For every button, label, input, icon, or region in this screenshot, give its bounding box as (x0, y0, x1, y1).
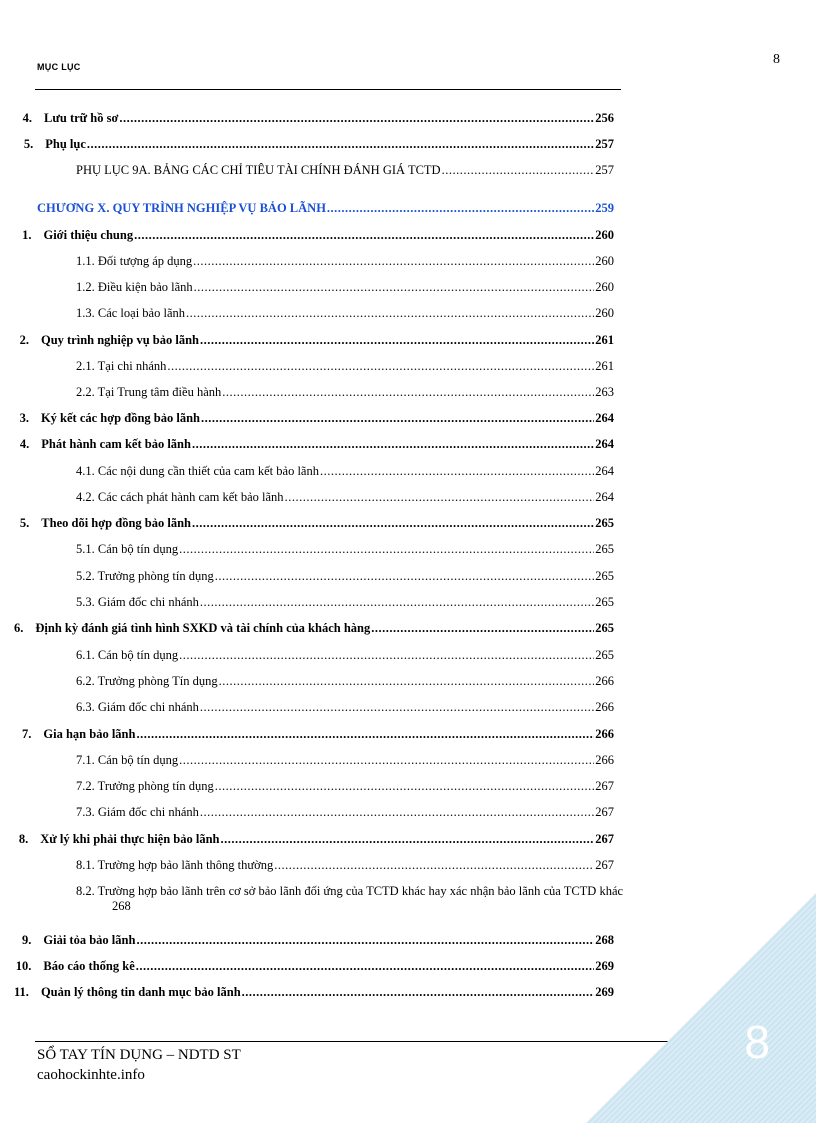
toc-entry-title: Lưu trữ hồ sơ (44, 111, 119, 125)
toc-entry[interactable] (76, 306, 614, 321)
toc-entry[interactable] (14, 111, 614, 126)
toc-entry-title: Ký kết các hợp đồng bảo lãnh (40, 411, 200, 425)
toc-entry[interactable] (76, 700, 614, 715)
toc-leader-dots (192, 437, 594, 452)
toc-entry-page: 257 (595, 137, 614, 151)
toc-entry-page: 264 (595, 490, 614, 504)
toc-leader-dots (194, 280, 595, 295)
toc-entry-title: 4.1. Các nội dung cần thiết của cam kết bảo lãnh (76, 464, 319, 478)
toc-entry-title: 5.2. Trưởng phòng tín dụng (76, 569, 214, 583)
toc-entry-page: 269 (595, 985, 614, 999)
toc-entry-title: Giải tỏa bảo lãnh (43, 933, 136, 947)
toc-entry-page: 256 (595, 111, 614, 125)
toc-leader-dots (327, 201, 594, 216)
toc-entry[interactable] (14, 621, 614, 636)
toc-leader-dots (136, 959, 595, 974)
toc-entry-page: 261 (595, 359, 614, 373)
toc-leader-dots (179, 753, 594, 768)
toc-entry-page: 266 (595, 674, 614, 688)
toc-leader-dots (179, 648, 594, 663)
toc-entry-number: 10. (15, 959, 32, 973)
toc-entry-title: Quy trình nghiệp vụ bảo lãnh (40, 333, 200, 347)
toc-leader-dots (179, 542, 594, 557)
toc-entry-title: 2.2. Tại Trung tâm điều hành (76, 385, 222, 399)
toc-entry-title: 5.3. Giám đốc chi nhánh (76, 595, 199, 609)
toc-entry-page: 269 (595, 959, 614, 973)
toc-entry-title: 7.1. Cán bộ tín dụng (76, 753, 179, 767)
toc-entry[interactable] (76, 805, 614, 820)
toc-entry-title: Phát hành cam kết bảo lãnh (41, 437, 191, 451)
toc-entry[interactable] (14, 437, 614, 452)
toc-entry-title: 8.2. Trường hợp bảo lãnh trên cơ sở bảo lãnh đối ứng của TCTD khác hay xác nhận bảo lãnh của TCTD khác (76, 884, 624, 898)
toc-entry-number: 7. (22, 727, 32, 741)
toc-entry-page: 260 (595, 254, 614, 268)
toc-leader-dots (193, 254, 594, 269)
toc-entry[interactable] (14, 411, 614, 426)
toc-entry-page: 267 (595, 779, 614, 793)
toc-entry-title: Theo dõi hợp đồng bảo lãnh (41, 516, 191, 530)
toc-entry-title: Gia hạn bảo lãnh (43, 727, 136, 741)
toc-entry-title: Xử lý khi phải thực hiện bảo lãnh (40, 832, 220, 846)
toc-entry-page: 257 (595, 163, 614, 177)
toc-entry-page: 267 (595, 832, 614, 846)
toc-entry[interactable] (14, 959, 614, 974)
footer-site: caohockinhte.info (37, 1067, 145, 1083)
toc-entry[interactable] (76, 280, 614, 295)
toc-entry[interactable] (76, 753, 614, 768)
toc-leader-dots (200, 700, 594, 715)
toc-entry-page: 267 (595, 805, 614, 819)
toc-entry-title: 1.1. Đối tượng áp dụng (76, 254, 193, 268)
toc-entry-page: 265 (595, 648, 614, 662)
toc-entry[interactable] (76, 490, 614, 505)
toc-entry[interactable] (76, 858, 614, 873)
toc-entry-title: Báo cáo thống kê (43, 959, 135, 973)
toc-entry[interactable] (14, 727, 614, 742)
toc-entry-page: 265 (595, 569, 614, 583)
toc-entry[interactable] (14, 137, 614, 152)
toc-leader-dots (221, 832, 595, 847)
toc-leader-dots (285, 490, 595, 505)
page-number-top: 8 (773, 52, 780, 67)
toc-leader-dots (167, 359, 594, 374)
toc-entry-number: 1. (22, 228, 32, 242)
corner-page-number: 8 (744, 1016, 770, 1068)
toc-leader-dots (200, 595, 594, 610)
toc-leader-dots (242, 985, 595, 1000)
toc-entry-title: 7.2. Trưởng phòng tín dụng (76, 779, 214, 793)
toc-entry-title: 5.1. Cán bộ tín dụng (76, 542, 179, 556)
toc-leader-dots (186, 306, 594, 321)
toc-entry-page: 259 (595, 201, 614, 215)
toc-entry-number: 8. (18, 832, 29, 846)
header-title: MỤC LỤC (37, 62, 81, 72)
toc-entry-number: 2. (19, 333, 29, 347)
toc-chapter-title: CHƯƠNG X. QUY TRÌNH NGHIỆP VỤ BẢO LÃNH (37, 201, 326, 215)
corner-decoration (586, 893, 816, 1123)
toc-entry-page: 268 (595, 933, 614, 947)
toc-leader-dots (136, 727, 594, 742)
toc-entry-page: 260 (595, 228, 614, 242)
toc-leader-dots (119, 111, 594, 126)
toc-leader-dots (134, 228, 594, 243)
toc-entry-title: Giới thiệu chung (43, 228, 134, 242)
toc-entry-number: 5. (23, 137, 34, 151)
footer-divider (35, 1041, 675, 1042)
toc-entry-title: 4.2. Các cách phát hành cam kết bảo lãnh (76, 490, 284, 504)
toc-entry[interactable] (14, 516, 614, 531)
toc-entry[interactable] (14, 333, 614, 348)
toc-entry-page: 264 (595, 437, 614, 451)
toc-entry-number: 6. (14, 621, 24, 635)
toc-entry[interactable] (14, 832, 614, 847)
toc-entry-page: 264 (595, 411, 614, 425)
toc-leader-dots (200, 333, 594, 348)
toc-entry-number: 11. (14, 985, 29, 999)
toc-entry-page: 265 (595, 595, 614, 609)
toc-leader-dots (215, 779, 595, 794)
toc-leader-dots (371, 621, 594, 636)
toc-entry-title: 1.3. Các loại bảo lãnh (76, 306, 185, 320)
footer-title: SỔ TAY TÍN DỤNG – NDTD ST (37, 1047, 241, 1063)
toc-entry-title: 2.1. Tại chi nhánh (76, 359, 167, 373)
toc-entry-page: 268 (112, 899, 131, 913)
toc-entry-number: 5. (19, 516, 30, 530)
toc-leader-dots (222, 385, 594, 400)
toc-entry-page: 266 (595, 727, 614, 741)
toc-entry-title: 6.3. Giám đốc chi nhánh (76, 700, 199, 714)
toc-entry[interactable] (14, 933, 614, 948)
toc-entry-page: 264 (595, 464, 614, 478)
toc-entry[interactable] (76, 648, 614, 663)
toc-entry-page: 260 (595, 280, 614, 294)
toc-entry[interactable] (76, 464, 614, 479)
toc-entry[interactable] (76, 385, 614, 400)
toc-leader-dots (200, 805, 594, 820)
toc-entry[interactable] (76, 779, 614, 794)
toc-entry-number: 9. (22, 933, 32, 947)
toc-entry-title: 1.2. Điều kiện bảo lãnh (76, 280, 193, 294)
toc-entry-title: Định kỳ đánh giá tình hình SXKD và tài chính của khách hàng (35, 621, 371, 635)
toc-entry-title: 6.1. Cán bộ tín dụng (76, 648, 179, 662)
toc-entry-page: 265 (595, 516, 614, 530)
toc-leader-dots (274, 858, 594, 873)
toc-entry[interactable] (76, 569, 614, 584)
toc-entry[interactable] (14, 985, 614, 1000)
toc-entry[interactable] (76, 674, 614, 689)
toc-entry-number: 4. (22, 111, 33, 125)
toc-entry-page: 265 (595, 621, 614, 635)
toc-entry-page: 265 (595, 542, 614, 556)
toc-entry-title: 6.2. Trưởng phòng Tín dụng (76, 674, 218, 688)
header-divider (35, 89, 621, 90)
toc-leader-dots (320, 464, 594, 479)
toc-leader-dots (201, 411, 594, 426)
toc-entry[interactable] (76, 542, 614, 557)
toc-entry-page: 266 (595, 700, 614, 714)
toc-entry-number: 4. (19, 437, 30, 451)
toc-entry-page: 260 (595, 306, 614, 320)
toc-entry-page: 266 (595, 753, 614, 767)
toc-entry[interactable] (76, 595, 614, 610)
toc-entry[interactable] (76, 163, 614, 178)
toc-leader-dots (219, 674, 595, 689)
toc-entry-page: 261 (595, 333, 614, 347)
toc-leader-dots (442, 163, 595, 178)
toc-entry-title: 8.1. Trường hợp bảo lãnh thông thường (76, 858, 274, 872)
toc-entry-title: Phụ lục (45, 137, 86, 151)
toc-entry-page: 263 (595, 385, 614, 399)
toc-leader-dots (87, 137, 594, 152)
toc-leader-dots (192, 516, 594, 531)
toc-chapter-link[interactable] (37, 201, 614, 216)
toc-entry[interactable] (76, 254, 614, 269)
toc-entry-title: 7.3. Giám đốc chi nhánh (76, 805, 199, 819)
toc-entry-title: PHỤ LỤC 9A. BẢNG CÁC CHỈ TIÊU TÀI CHÍNH ĐÁNH GIÁ TCTD (76, 163, 441, 177)
toc-entry-number: 3. (19, 411, 29, 425)
toc-leader-dots (215, 569, 595, 584)
toc-entry-title: Quản lý thông tin danh mục bảo lãnh (40, 985, 241, 999)
toc-entry[interactable] (76, 359, 614, 374)
toc-entry[interactable] (14, 228, 614, 243)
toc-entry-page: 267 (595, 858, 614, 872)
toc-leader-dots (136, 933, 594, 948)
